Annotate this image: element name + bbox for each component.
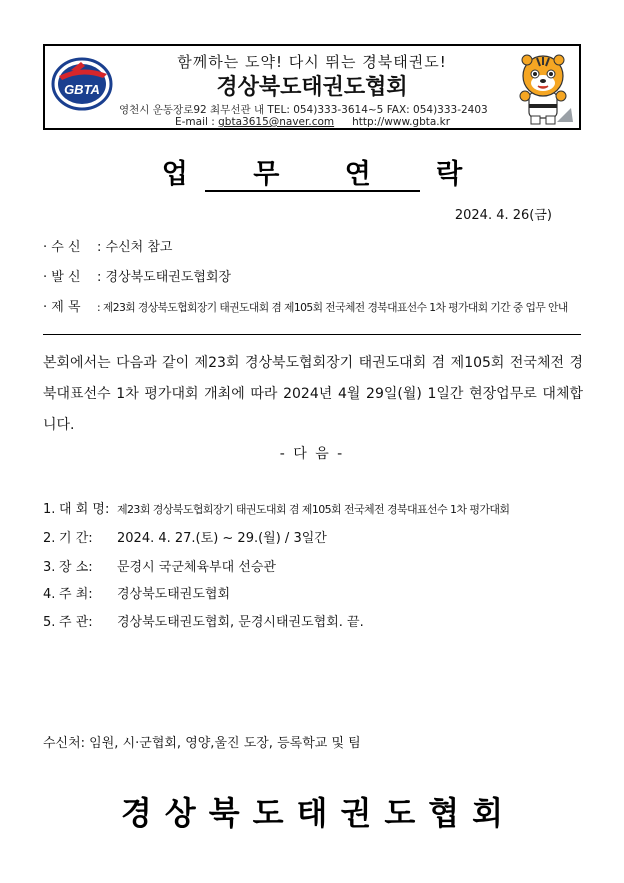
divider [43, 334, 581, 335]
item-value: 2024. 4. 27.(토) ~ 29.(월) / 3일간 [117, 531, 327, 546]
website-link[interactable]: http://www.gbta.kr [352, 116, 451, 128]
list-item [43, 583, 230, 602]
meta-value: : 경상북도태권도협회장 [97, 270, 232, 285]
item-value: 제23회 경상북도협회장기 태권도대회 겸 제105회 전국체전 경북대표선수 1차 평가대회 [117, 503, 510, 516]
contact-line [175, 116, 450, 128]
footer-org-name: 경상북도태권도협회 [120, 794, 517, 832]
letterhead [43, 44, 581, 130]
item-number: 1. [43, 502, 56, 517]
document-date: 2024. 4. 26(금) [454, 208, 552, 223]
list-item [43, 611, 364, 630]
item-value: 경상북도태권도협회 [117, 587, 231, 602]
meta-label: · 제 목 [43, 300, 81, 315]
meta-sender [43, 266, 231, 285]
item-number: 2. [43, 531, 56, 546]
logo-text: GBTA [64, 82, 100, 97]
item-label: 장 소: [59, 560, 93, 575]
address-line: 영천시 운동장로92 최무선관 내 TEL: 054)333-3614~5 FAX: 054)333-2403 [119, 104, 488, 116]
item-number: 4. [43, 587, 56, 602]
item-label: 주 관: [59, 615, 93, 630]
meta-subject [43, 296, 568, 315]
email-link[interactable]: gbta3615@naver.com [218, 116, 335, 128]
list-item [43, 556, 276, 575]
title-underline [205, 190, 420, 192]
slogan: 함께하는 도약! 다시 뛰는 경북태권도! [177, 53, 447, 71]
daum-heading: - 다 음 - [279, 446, 345, 462]
meta-label: · 수 신 [43, 240, 81, 255]
list-item [43, 527, 327, 546]
item-number: 3. [43, 560, 56, 575]
recipients-line: 수신처: 임원, 시·군협회, 영양,울진 도장, 등록학교 및 팀 [43, 736, 361, 751]
meta-recipient [43, 236, 172, 255]
document-title: 업 무 연 락 [161, 159, 491, 190]
item-label: 주 최: [59, 587, 93, 602]
meta-label: · 발 신 [43, 270, 81, 285]
item-value: 문경시 국군체육부대 선승관 [117, 560, 276, 575]
email-label: E-mail : [175, 116, 219, 128]
meta-value: : 제23회 경상북도협회장기 태권도대회 겸 제105회 전국체전 경북대표선수 1차 평가대회 기간 중 업무 안내 [97, 301, 568, 314]
item-label: 대 회 명: [59, 502, 110, 517]
header-org-name: 경상북도태권도협회 [216, 75, 408, 100]
tiger-mascot-icon [513, 52, 573, 126]
item-label: 기 간: [59, 531, 93, 546]
body-paragraph: 본회에서는 다음과 같이 제23회 경상북도협회장기 태권도대회 겸 제105회 전국체전 경북대표선수 1차 평가대회 개최에 따라 2024년 4월 29일(월) 1일간 현장업무로 대체합니다. [43, 355, 583, 433]
item-number: 5. [43, 615, 56, 630]
meta-value: : 수신처 참고 [97, 240, 173, 255]
item-value: 경상북도태권도협회, 문경시태권도협회. 끝. [117, 615, 364, 630]
list-item [43, 498, 509, 517]
